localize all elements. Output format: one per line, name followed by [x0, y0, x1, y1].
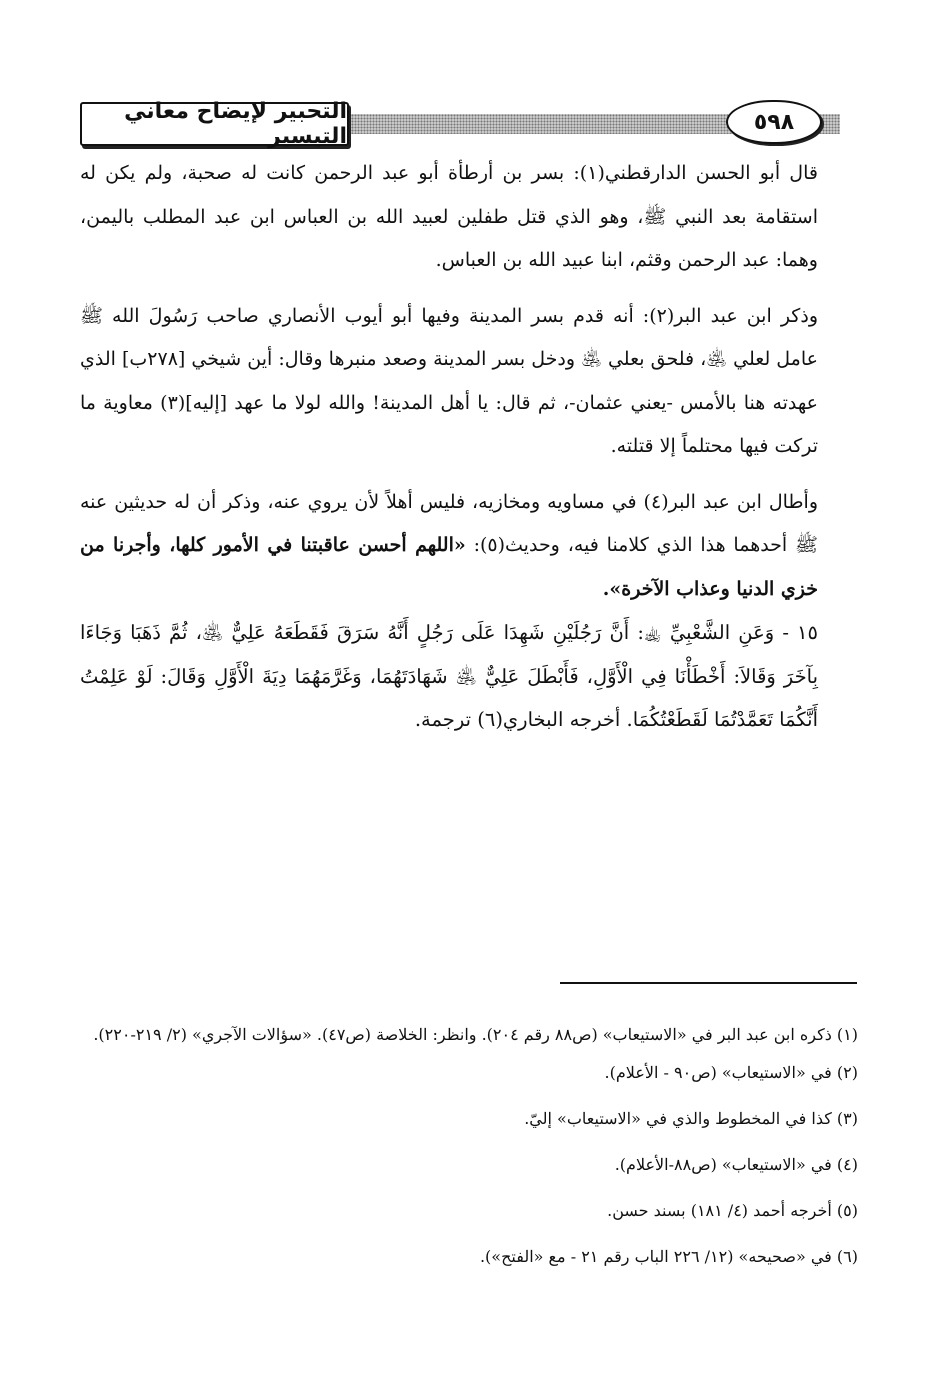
book-title-box [80, 99, 349, 149]
paragraph-hadith-references [80, 481, 858, 612]
footnote-6: (٦) في «صحيحه» (١٢/ ٢٢٦ الباب رقم ٢١ - مع «الفتح»). [479, 1247, 858, 1266]
running-header [80, 100, 840, 150]
footnote-3: (٣) كذا في المخطوط والذي في «الاستيعاب» إليّ. [524, 1109, 858, 1128]
footnote-2: (٢) في «الاستيعاب» (ص٩٠ - الأعلام). [604, 1063, 858, 1082]
paragraph-daraqutni: قال أبو الحسن الدارقطني(١): بسر بن أرطأة أبو عبد الرحمن كانت له صحبة، ولم يكن له استقامة بعد النبي ﷺ، وهو الذي قتل طفلين لعبيد الله بن العباس ابن عبد المطلب باليمن، وهما: عبد الرحمن وقثم، ابنا عبيد الله بن العباس. [80, 162, 818, 271]
footnote-4: (٤) في «الاستيعاب» (ص٨٨-الأعلام). [614, 1155, 858, 1174]
footnote-1: (١) ذكره ابن عبد البر في «الاستيعاب» (ص٨٨ رقم ٢٠٤). وانظر: الخلاصة (ص٤٧). «سؤالات الآجري» (٢/ ٢١٩-٢٢٠). [93, 1025, 858, 1044]
page-number-oval [726, 100, 822, 144]
paragraph-text: وأطال ابن عبد البر(٤) في مساويه ومخازيه، فليس أهلاً لأن يروي عنه، وذكر أن له حديثين عنه ﷺ أحدهما هذا الذي كلامنا فيه، وحديث(٥): [80, 490, 818, 556]
footnotes [80, 1016, 858, 1284]
book-title: التحبير لإيضاح معاني التيسير [124, 99, 347, 149]
footnote-separator [560, 982, 857, 984]
dua-quote: «اللهم أحسن عاقبتنا في الأمور كلها، وأجرنا من خزي الدنيا وعذاب الآخرة». [80, 534, 818, 600]
footnote-5: (٥) أخرجه أحمد (٤/ ١٨١) بسند حسن. [607, 1201, 858, 1220]
page-number: ٥٩٨ [753, 109, 795, 135]
hadith-15: ١٥ - وَعَنِ الشَّعْبِيِّ ﵀: أَنَّ رَجُلَيْنِ شَهِدَا عَلَى رَجُلٍ أَنَّهُ سَرَقَ فَقَطَعَهُ عَلِيٌّ ﵁، ثُمَّ ذَهَبَا وَجَاءَا بِآخَرَ وَقَالاَ: أَخْطَأْنَا فِي الْأَوَّلِ، فَأَبْطَلَ عَلِيٌّ ﵁ شَهَادَتَهُمَا، وَغَرَّمَهُمَا دِيَةَ الْأَوَّلِ وَقَالَ: لَوْ عَلِمْتُ أَنَّكُمَا تَعَمَّدْتُمَا لَقَطَعْتُكُمَا. أخرجه البخاري(٦) ترجمة. [80, 621, 818, 731]
main-text [80, 152, 858, 754]
paragraph-ibn-abd-al-barr: وذكر ابن عبد البر(٢): أنه قدم بسر المدينة وفيها أبو أيوب الأنصاري صاحب رَسُولَ الله ﷺ عامل لعلي ﵁، فلحق بعلي ﵁ ودخل بسر المدينة وصعد منبرها وقال: أين شيخي [٢٧٨ب] الذي عهدته هنا بالأمس -يعني عثمان-، ثم قال: يا أهل المدينة! والله لولا ما عهد [إليه](٣) معاوية ما تركت فيها محتلماً إلا قتلته. [80, 304, 818, 457]
